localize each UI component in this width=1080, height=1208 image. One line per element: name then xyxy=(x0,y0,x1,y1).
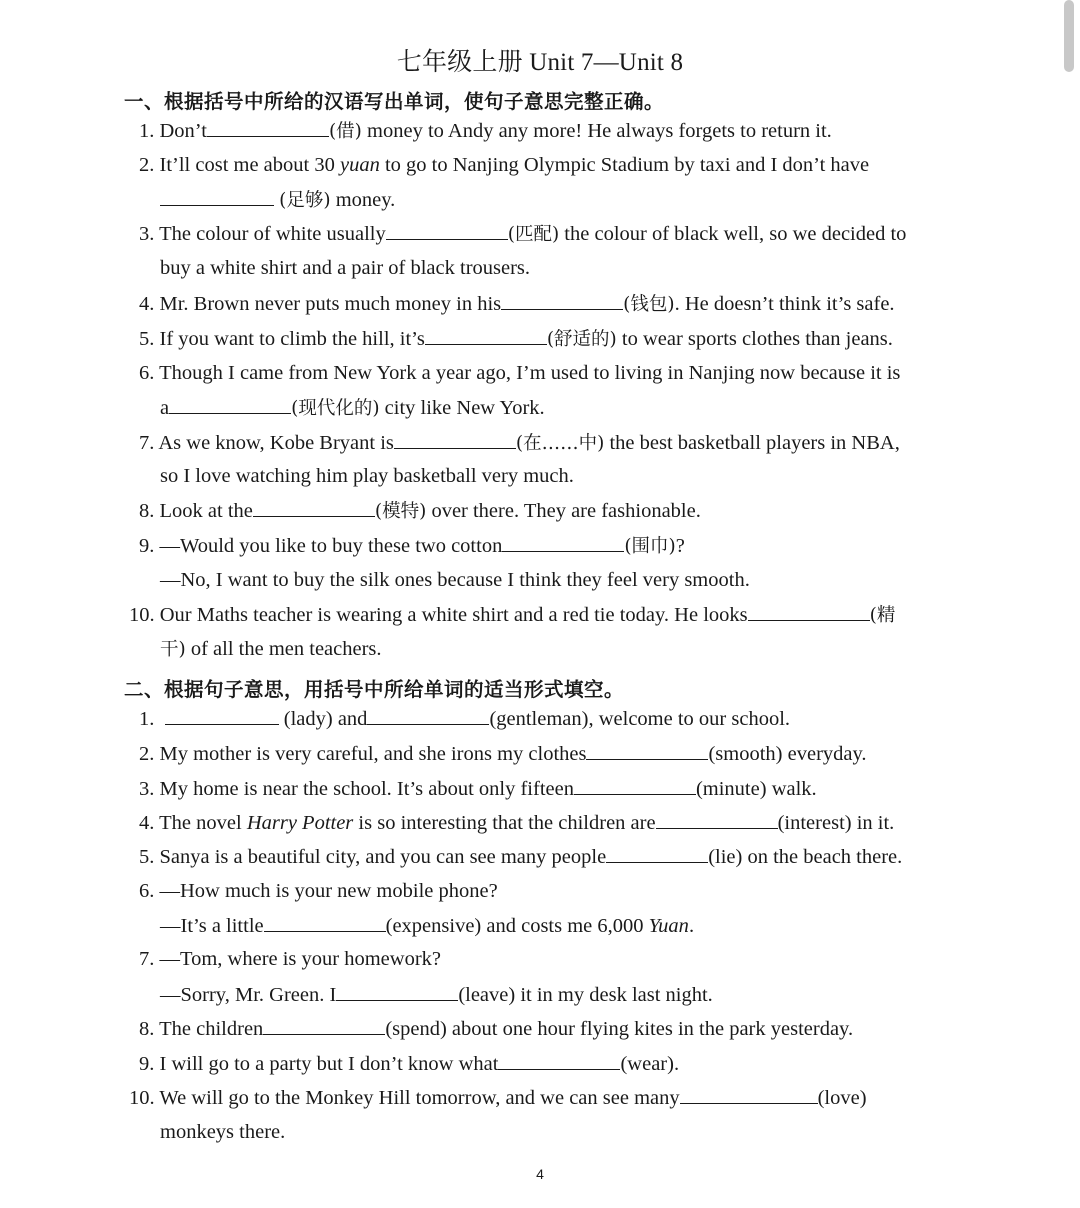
s2-q6-line1: 6. —How much is your new mobile phone? xyxy=(139,880,498,902)
s1-q9-line2: —No, I want to buy the silk ones because I think they feel very smooth. xyxy=(160,569,750,591)
answer-blank[interactable] xyxy=(394,430,516,449)
answer-blank[interactable] xyxy=(656,810,778,829)
answer-blank[interactable] xyxy=(425,326,547,345)
s1-q4: 4. Mr. Brown never puts much money in his (钱包). He doesn’t think it’s safe. xyxy=(139,293,895,315)
s2-q10-line2: monkeys there. xyxy=(160,1121,286,1143)
s1-q3-line1: 3. The colour of white usually (匹配) the colour of black well, so we decided to xyxy=(139,223,907,245)
answer-blank[interactable] xyxy=(367,706,489,725)
s2-q8: 8. The children (spend) about one hour flying kites in the park yesterday. xyxy=(139,1018,854,1040)
answer-blank[interactable] xyxy=(502,533,624,552)
answer-blank[interactable] xyxy=(336,982,458,1001)
answer-blank[interactable] xyxy=(680,1085,818,1104)
s2-q10-line1: 10. We will go to the Monkey Hill tomorrow, and we can see many (love) xyxy=(129,1087,867,1109)
s1-q5: 5. If you want to climb the hill, it’s (舒适的) to wear sports clothes than jeans. xyxy=(139,328,893,350)
page-number: 4 xyxy=(536,1166,544,1182)
s1-q10-line1: 10. Our Maths teacher is wearing a white shirt and a red tie today. He looks (精 xyxy=(129,604,896,626)
s1-q9-line1: 9. —Would you like to buy these two cotton (围巾)? xyxy=(139,535,685,557)
s1-q6-line2: a (现代化的) city like New York. xyxy=(160,397,545,419)
s1-q6-line1: 6. Though I came from New York a year ago, I’m used to living in Nanjing now because it is xyxy=(139,362,901,384)
s1-q7-line2: so I love watching him play basketball very much. xyxy=(160,465,574,487)
s2-q5: 5. Sanya is a beautiful city, and you can see many people (lie) on the beach there. xyxy=(139,846,903,868)
s2-q7-line2: —Sorry, Mr. Green. I (leave) it in my desk last night. xyxy=(160,984,713,1006)
section2-heading: 二、根据句子意思，用括号中所给单词的适当形式填空。 xyxy=(124,678,625,701)
answer-blank[interactable] xyxy=(606,844,708,863)
answer-blank[interactable] xyxy=(574,776,696,795)
answer-blank[interactable] xyxy=(264,913,386,932)
answer-blank[interactable] xyxy=(586,741,708,760)
answer-blank[interactable] xyxy=(207,118,329,137)
answer-blank[interactable] xyxy=(160,187,274,206)
answer-blank[interactable] xyxy=(386,221,508,240)
s1-q10-line2: 干) of all the men teachers. xyxy=(160,638,382,660)
s2-q4: 4. The novel Harry Potter is so interesting that the children are (interest) in it. xyxy=(139,812,895,834)
s2-q1: 1. (lady) and (gentleman), welcome to our school. xyxy=(139,708,791,730)
s1-q8: 8. Look at the (模特) over there. They are fashionable. xyxy=(139,500,701,522)
s2-q6-line2: —It’s a little (expensive) and costs me 6,000 Yuan. xyxy=(160,915,695,937)
page-title: 七年级上册 Unit 7—Unit 8 xyxy=(396,49,684,76)
s2-q3: 3. My home is near the school. It’s about only fifteen (minute) walk. xyxy=(139,778,817,800)
answer-blank[interactable] xyxy=(169,395,291,414)
s1-q2-line1: 2. It’ll cost me about 30 yuan to go to Nanjing Olympic Stadium by taxi and I don’t have xyxy=(139,154,870,176)
s1-q7-line1: 7. As we know, Kobe Bryant is (在……中) the best basketball players in NBA, xyxy=(139,432,900,454)
s2-q9: 9. I will go to a party but I don’t know what (wear). xyxy=(139,1053,680,1075)
s1-q1: 1. Don’t (借) money to Andy any more! He always forgets to return it. xyxy=(139,120,832,142)
s1-q2-line2: (足够) money. xyxy=(160,187,395,213)
answer-blank[interactable] xyxy=(253,498,375,517)
s2-q2: 2. My mother is very careful, and she irons my clothes (smooth) everyday. xyxy=(139,743,867,765)
answer-blank[interactable] xyxy=(498,1051,620,1070)
answer-blank[interactable] xyxy=(501,291,623,310)
answer-blank[interactable] xyxy=(263,1016,385,1035)
s2-q7-line1: 7. —Tom, where is your homework? xyxy=(139,948,442,970)
section1-heading: 一、根据括号中所给的汉语写出单词，使句子意思完整正确。 xyxy=(124,90,665,113)
answer-blank[interactable] xyxy=(165,706,279,725)
s1-q3-line2: buy a white shirt and a pair of black trousers. xyxy=(160,257,531,279)
answer-blank[interactable] xyxy=(748,602,870,621)
